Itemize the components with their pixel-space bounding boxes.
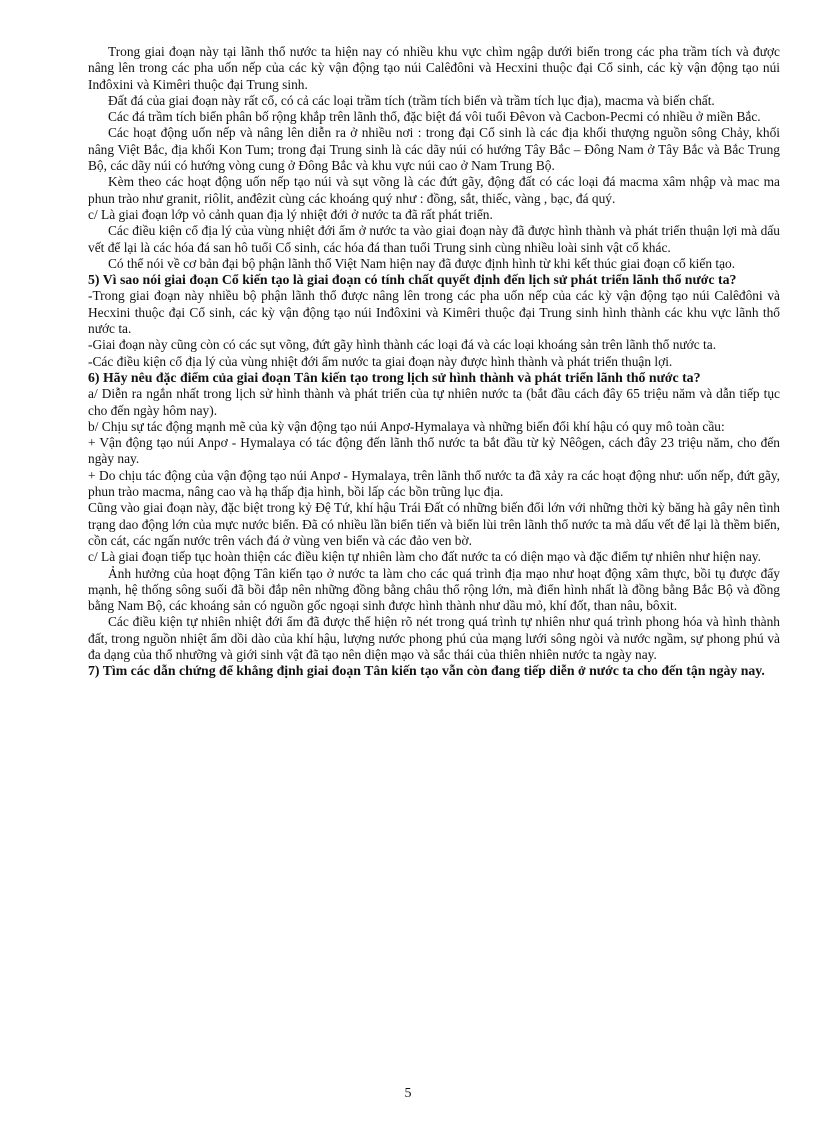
paragraph: Kèm theo các hoạt động uốn nếp tạo núi và sụt võng là các đứt gãy, động đất có các loại đá macma xâm nhập và mac ma phun trào như granit, riôlit, anđêzit cùng các khoáng quý như : đồng, sắt, thiếc, vàng , bạc, đá quý.	[88, 174, 780, 206]
paragraph: Đất đá của giai đoạn này rất cổ, có cả các loại trầm tích (trầm tích biển và trầm tích lục địa), macma và biến chất.	[108, 92, 715, 108]
question-heading: 6) Hãy nêu đặc điểm của giai đoạn Tân kiến tạo trong lịch sử hình thành và phát triển lãnh thổ nước ta?	[88, 369, 701, 385]
paragraph: c/ Là giai đoạn tiếp tục hoàn thiện các điều kiện tự nhiên làm cho đất nước ta có diện mạo và đặc điểm tự nhiên như hiện nay.	[88, 549, 761, 565]
paragraph: Các điều kiện tự nhiên nhiệt đới ẩm đã được thể hiện rõ nét trong quá trình tự nhiên như quá trình phong hóa và hình thành đất, trong nguồn nhiệt ẩm dồi dào của khí hậu, lượng nước phong phú của mạng lưới sông ngòi và nước ngầm, sự phong phú và đa dạng của thổ nhưỡng và giới sinh vật đã tạo nên diện mạo và sắc thái của thiên nhiên nước ta ngày nay.	[88, 614, 780, 662]
paragraph: Các điều kiện cổ địa lý của vùng nhiệt đới ẩm ở nước ta vào giai đoạn này đã được hình thành và phát triển thuận lợi mà dấu vết để lại là các hóa đá san hô tuổi Cổ sinh, các hóa đá than tuổi Trung sinh cùng nhiều loài sinh vật cổ khác.	[88, 223, 780, 255]
paragraph: + Vận động tạo núi Anpơ - Hymalaya có tác động đến lãnh thổ nước ta bắt đầu từ kỷ Nêôgen, cách đây 23 triệu năm, cho đến ngày nay.	[88, 435, 780, 467]
paragraph: b/ Chịu sự tác động mạnh mẽ của kỳ vận động tạo núi Anpơ-Hymalaya và những biến đổi khí hậu có quy mô toàn cầu:	[88, 418, 725, 434]
paragraph: -Trong giai đoạn này nhiều bộ phận lãnh thổ được nâng lên trong các pha uốn nếp của các kỳ vận động tạo núi Calêđôni và Hecxini thuộc đại Cổ sinh, các kỳ vận động tạo núi Inđôxini và Kimêri thuộc đại Trung sinh hình thành các khu vực lãnh thổ nước ta.	[88, 288, 780, 337]
paragraph: Trong giai đoạn này tại lãnh thổ nước ta hiện nay có nhiều khu vực chìm ngập dưới biển trong các pha trầm tích và được nâng lên trong các pha uốn nếp của các kỳ vận động tạo núi Calêđôni và Hecxini thuộc đại Cổ sinh, các kỳ vận động tạo núi Inđôxini và Kimêri thuộc đại Trung sinh.	[88, 44, 780, 92]
paragraph: Các đá trầm tích biển phân bố rộng khắp trên lãnh thổ, đặc biệt đá vôi tuổi Đêvon và Cacbon-Pecmi có nhiều ở miền Bắc.	[108, 109, 761, 125]
paragraph: Có thể nói về cơ bản đại bộ phận lãnh thổ Việt Nam hiện nay đã được định hình từ khi kết thúc giai đoạn cổ kiến tạo.	[108, 255, 736, 271]
paragraph: -Các điều kiện cổ địa lý của vùng nhiệt đới ẩm nước ta giai đoạn này được hình thành và phát triển thuận lợi.	[88, 353, 673, 369]
paragraph: a/ Diễn ra ngắn nhất trong lịch sử hình thành và phát triển của tự nhiên nước ta (bắt đầu cách đây 65 triệu năm và dẫn tiếp tục cho đến ngày hôm nay).	[88, 386, 780, 418]
question-heading: 5) Vì sao nói giai đoạn Cổ kiến tạo là giai đoạn có tính chất quyết định đến lịch sử phát triển lãnh thổ nước ta?	[88, 272, 737, 288]
paragraph: Cũng vào giai đoạn này, đặc biệt trong kỷ Đệ Tứ, khí hậu Trái Đất có những biến đổi lớn với những thời kỳ băng hà gây nên tình trạng dao động lớn của mực nước biển. Đã có nhiều lần biển tiến và biển lùi trên lãnh thổ nước ta mà dấu vết để lại là thềm biển, cồn cát, các ngấn nước trên vách đá ở vùng ven biển và các đảo ven bờ.	[88, 500, 780, 548]
paragraph: c/ Là giai đoạn lớp vỏ cảnh quan địa lý nhiệt đới ở nước ta đã rất phát triển.	[88, 206, 493, 222]
document-body	[88, 44, 780, 680]
page-number: 5	[404, 1086, 412, 1101]
paragraph: Ảnh hưởng của hoạt động Tân kiến tạo ở nước ta làm cho các quá trình địa mạo như hoạt động xâm thực, bồi tụ được đẩy mạnh, hệ thống sông suối đã bồi đắp nên những đồng bằng châu thổ rộng lớn, mà điển hình nhất là đồng bằng Bắc Bộ và đồng bằng Nam Bộ, các khoáng sản có nguồn gốc ngoại sinh được hình thành như dầu mỏ, khí đốt, than nâu, bôxit.	[88, 565, 780, 614]
question-heading: 7) Tìm các dẫn chứng để khẳng định giai đoạn Tân kiến tạo vẫn còn đang tiếp diễn ở nước ta cho đến tận ngày nay.	[88, 663, 765, 679]
paragraph: Các hoạt động uốn nếp và nâng lên diễn ra ở nhiều nơi : trong đại Cổ sinh là các địa khối thượng nguồn sông Chảy, khối nâng Việt Bắc, địa khối Kon Tum; trong đại Trung sinh là các dãy núi có hướng Tây Bắc – Đông Nam ở Tây Bắc và Bắc Trung Bộ, các dãy núi có hướng vòng cung ở Đông Bắc và khu vực núi cao ở Nam Trung Bộ.	[88, 125, 780, 174]
paragraph: + Do chịu tác động của vận động tạo núi Anpơ - Hymalaya, trên lãnh thổ nước ta đã xảy ra các hoạt động như: uốn nếp, đứt gãy, phun trào macma, nâng cao và hạ thấp địa hình, bồi lấp các bồn trũng lục địa.	[88, 467, 780, 500]
paragraph: -Giai đoạn này cũng còn có các sụt võng, đứt gãy hình thành các loại đá và các loại khoáng sản trên lãnh thổ nước ta.	[88, 337, 717, 353]
